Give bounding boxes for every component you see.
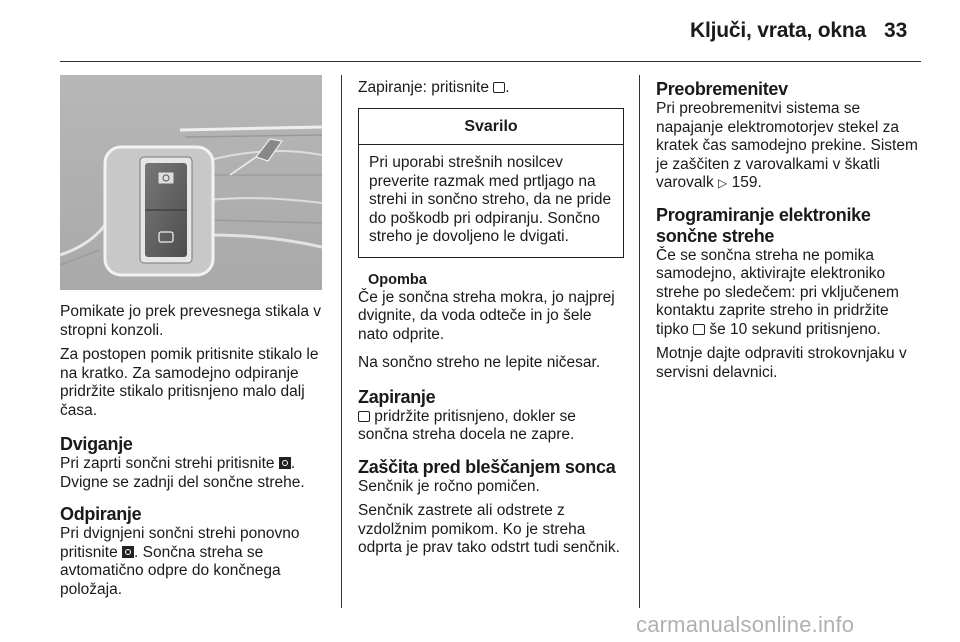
- note-text: Če je sončna streha mokra, jo najprej dvignite, da voda odteče in jo šele nato odprite.: [358, 288, 615, 343]
- paragraph: Pomikate jo prek prevesnega stikala v stropni konzoli.: [60, 303, 322, 339]
- section-heading: Preobremenitev: [656, 79, 788, 99]
- paragraph: Senčnik zastrete ali odstrete z vzdolžnim pomikom. Ko je streha odprta je prav tako odstrt tudi senčnik.: [358, 502, 620, 556]
- tilt-symbol-icon: [122, 546, 134, 558]
- warning-text: Pri uporabi strešnih nosilcev preverite razmak med prtljago na strehi in sončno streho, da ne pride do poškodb pri odpiranju. Sončno streho je dovoljeno le dvigati.: [369, 154, 612, 245]
- paragraph: Na sončno streho ne lepite ničesar.: [358, 354, 601, 371]
- paragraph: [656, 247, 920, 340]
- column-1: [60, 303, 328, 611]
- section-heading: Odpiranje: [60, 504, 142, 524]
- column-3: [656, 79, 920, 394]
- section-lifting: [60, 434, 328, 492]
- section-closing: [358, 387, 624, 445]
- column-divider-2: [639, 75, 640, 608]
- close-symbol-icon: [358, 411, 370, 422]
- column-2: [358, 79, 624, 570]
- section-heading: Zaščita pred bleščanjem sonca: [358, 456, 616, 477]
- paragraph: [358, 408, 624, 445]
- warning-box: [358, 108, 624, 258]
- section-heading: Dviganje: [60, 434, 133, 454]
- reference-arrow-icon: ▷: [718, 176, 728, 190]
- header-rule: [60, 61, 921, 62]
- close-symbol-icon: [693, 324, 705, 335]
- paragraph: Senčnik je ročno pomičen.: [358, 477, 540, 495]
- text-run: pridržite pritisnjeno, dokler se sončna streha docela ne zapre.: [358, 407, 576, 443]
- section-heading: Programiranje elektronike sončne strehe: [656, 204, 871, 246]
- section-programming: [656, 205, 920, 383]
- text-run: .: [505, 79, 510, 96]
- paragraph: [60, 455, 328, 492]
- paragraph: Motnje dajte odpraviti strokovnjaku v servisni delavnici.: [656, 345, 907, 381]
- column-divider-1: [341, 75, 342, 608]
- page-reference: 159.: [731, 174, 762, 191]
- section-overload: [656, 79, 920, 193]
- text-run: Pri dvignjeni sončni strehi ponovno pritisnite: [60, 525, 300, 561]
- section-heading: Zapiranje: [358, 386, 436, 407]
- section-opening: [60, 504, 328, 599]
- paragraph: Za postopen pomik pritisnite stikalo le na kratko. Za samodejno odpiranje pridržite stikalo pritisnjeno malo dalj časa.: [60, 346, 319, 419]
- text-run: . Sončna streha se avtomatično odpre do končnega položaja.: [60, 543, 281, 598]
- page-number: 33: [884, 19, 908, 42]
- note: [358, 272, 624, 289]
- note-heading: Opomba: [368, 271, 427, 288]
- roof-switch-drawing: [60, 75, 322, 290]
- section-sunshade: [358, 457, 624, 558]
- text-run: . Dvigne se zadnji del sončne strehe.: [60, 455, 305, 491]
- text-run: še 10 sekund pritisnjeno.: [705, 320, 881, 338]
- paragraph: [358, 79, 624, 98]
- warning-title: Svarilo: [359, 109, 623, 146]
- text-run: Pri preobremenitvi sistema se napajanje elektromotorjev stekel za kratek čas samodejno prekine. Sistem je zaščiten z varovalkami v škatli varovalk: [656, 100, 918, 191]
- roof-switch-illustration: [60, 75, 322, 290]
- text-run: Pri zaprti sončni strehi pritisnite: [60, 455, 275, 472]
- header-title: Ključi, vrata, okna: [690, 19, 866, 42]
- text-run: Zapiranje: pritisnite: [358, 79, 489, 96]
- watermark: carmanualsonline.info: [636, 612, 855, 637]
- paragraph: [60, 525, 328, 599]
- text-run: Če se sončna streha ne pomika samodejno, aktivirajte elektroniko strehe po sledečem: pri vključenem kontaktu zaprite streho in pridržite tipko: [656, 246, 899, 338]
- close-symbol-icon: [493, 82, 505, 93]
- tilt-symbol-icon: [279, 457, 291, 469]
- paragraph: [656, 100, 920, 193]
